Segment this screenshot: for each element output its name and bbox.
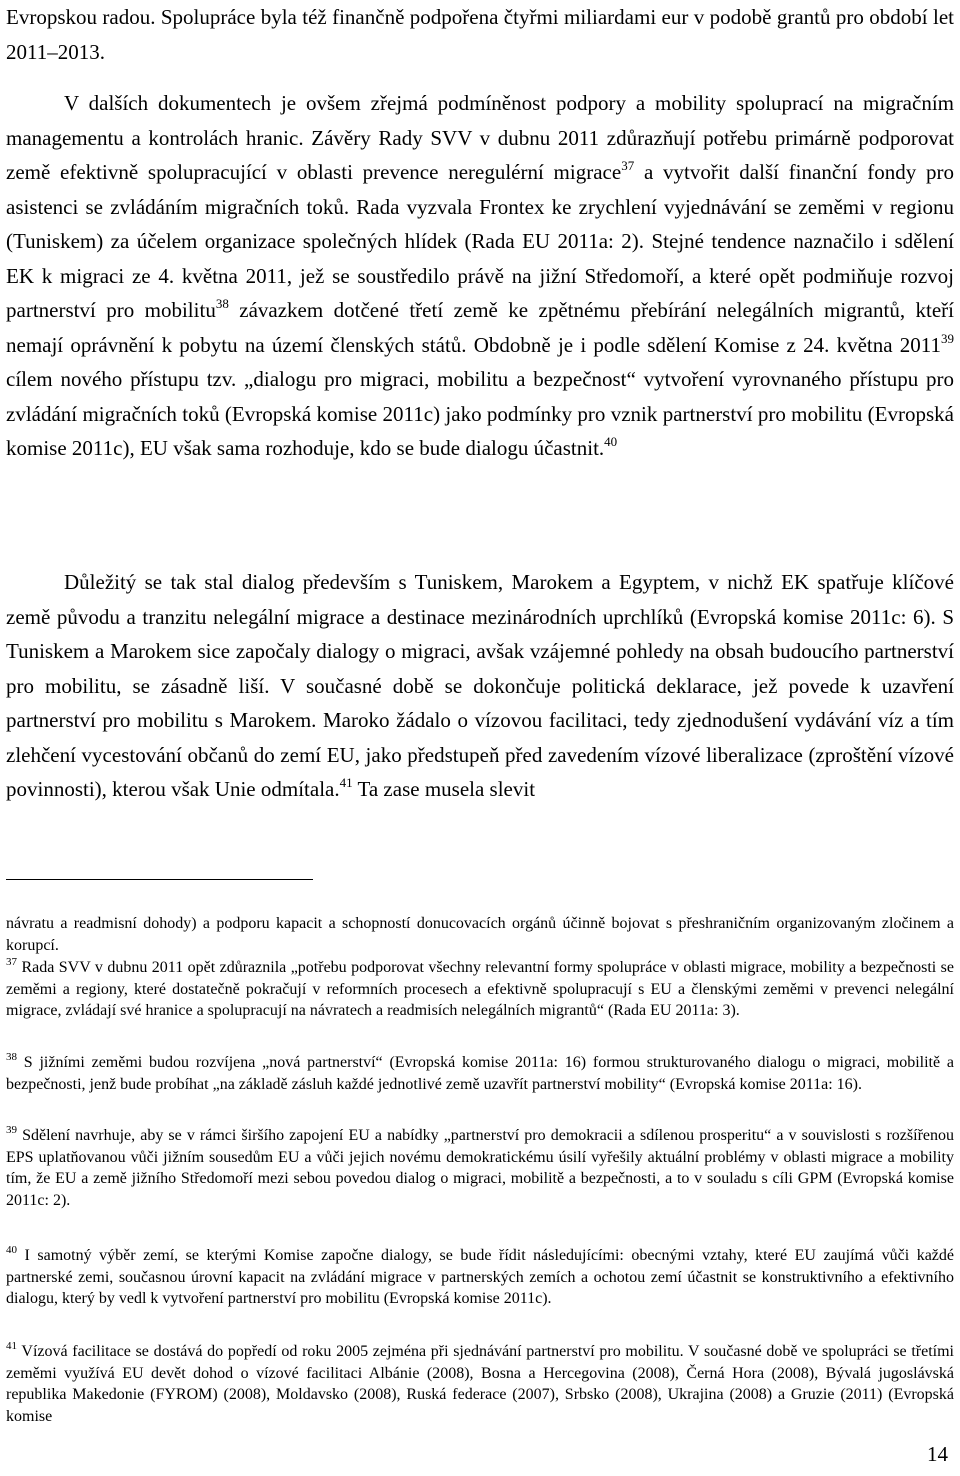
- footnote-text: Rada SVV v dubnu 2011 opět zdůraznila „potřebu podporovat všechny relevantní formy spolupráce v oblasti migrace, mobility a bezpečnosti se zeměmi a regiony, které dostatečně pokračují v reformních procesech a efektivně spolupracují s EU a členskými zeměmi v prevenci nelegální migrace, zvládají své hranice a spolupracují na návratech a readmisích nelegálních migrantů“ (Rada EU 2011a: 3).: [6, 959, 954, 1020]
- footnote-ref-38[interactable]: 38: [215, 296, 229, 311]
- footnote-37: [6, 957, 954, 1022]
- paragraph-intro-text: Evropskou radou. Spolupráce byla též finančně podpořena čtyřmi miliardami eur v podobě grantů pro období let 2011–2013.: [6, 5, 954, 64]
- paragraph-text: a vytvořit další finanční fondy pro asistenci se zvládáním migračních toků. Rada vyzvala Frontex ke zrychlení vyjednávání se zeměmi v regionu (Tuniskem) za účelem organizace společných hlídek (Rada EU 2011a: 2). Stejné tendence naznačilo i sdělení EK k migraci ze 4. května 2011, jež se soustředilo právě na jižní Středomoří, a které opět podmiňuje rozvoj partnerství pro mobilitu: [6, 160, 954, 322]
- footnote-continuation: [6, 913, 954, 956]
- footnote-number: 38: [6, 1051, 17, 1063]
- paragraph-text: Důležitý se tak stal dialog především s Tuniskem, Marokem a Egyptem, v nichž EK spatřuje klíčové země původu a tranzitu nelegální migrace a destinace mezinárodních uprchlíků (Evropská komise 2011c: 6). S Tuniskem a Marokem sice započaly dialogy o migraci, avšak vzájemné pohledy na obsah budoucího partnerství pro mobilitu, se zásadně liší. V současné době se dokončuje politická deklarace, jež povede k uzavření partnerství pro mobilitu s Marokem. Maroko žádalo o vízovou facilitaci, tedy zjednodušení vydávání víz a tím zlehčení vycestování občanů do zemí EU, jako předstupeň před zavedením vízové liberalizace (zproštění vízové povinnosti), kterou však Unie odmítala.: [6, 570, 954, 801]
- paragraph-text: V dalších dokumentech je ovšem zřejmá podmíněnost podpory a mobility spoluprací na migračním managementu a kontrolách hranic. Závěry Rady SVV v dubnu 2011 zdůrazňují potřebu primárně podporovat země efektivně spolupracující v oblasti prevence neregulérní migrace: [6, 91, 954, 184]
- footnote-text: Vízová facilitace se dostává do popředí od roku 2005 zejména při sjednávání partnerství pro mobilitu. V současné době ve spolupráci se třetími zeměmi využívá EU devět dohod o vízové facilitaci Albánie (2008), Bosna a Hercegovina (2008), Černá Hora (2008), Bývalá jugoslávská republika Makedonie (FYROM) (2008), Moldavsko (2008), Ruská federace (2007), Srbsko (2008), Ukrajina (2008) a Gruzie (2011) (Evropská komise: [6, 1343, 954, 1425]
- footnote-40: [6, 1245, 954, 1310]
- page-number: 14: [927, 1442, 948, 1466]
- footnote-number: 41: [6, 1340, 17, 1352]
- footnote-text: S jižními zeměmi budou rozvíjena „nová partnerství“ (Evropská komise 2011a: 16) formou strukturovaného dialogu o migraci, mobilitě a bezpečnosti, jenž bude probíhat „na základě zásluh každé jednotlivé země uzavřít partnerství mobility“ (Evropská komise 2011a: 16).: [6, 1054, 954, 1093]
- footnote-ref-37[interactable]: 37: [621, 158, 635, 173]
- footnote-ref-40[interactable]: 40: [604, 434, 618, 449]
- footnote-41: [6, 1341, 954, 1427]
- footnote-separator: [6, 879, 313, 880]
- footnote-text: I samotný výběr zemí, se kterými Komise započne dialogy, se bude řídit následujícími: obecnými vztahy, které EU zaujímá vůči každé partnerské zemi, současnou úrovní kapacit na zvládání migrace v partnerských zemích a ochotou zemí účastnit se konstruktivního a efektivního dialogu, který by vedl k vytvoření partnerství pro mobilitu (Evropská komise 2011c).: [6, 1247, 954, 1308]
- footnote-text: Sdělení navrhuje, aby se v rámci širšího zapojení EU a nabídky „partnerství pro demokracii a sdílenou prosperitu“ a v souvislosti s rozšířenou EPS uplatňovanou vůči jižním sousedům EU a vůči jejich novému demokratickému úsilí vyřešily aktuální problémy v oblasti migrace a mobility tím, že EU a země jižního Středomoří mezi sebou povedou dialog o migraci, mobilitě a bezpečnosti, a to v souladu s cíli GPM (Evropská komise 2011c: 2).: [6, 1127, 954, 1209]
- footnote-ref-41[interactable]: 41: [339, 775, 353, 790]
- paragraph-dialogue: [6, 565, 954, 807]
- paragraph-intro: [6, 0, 954, 69]
- footnote-number: 39: [6, 1124, 17, 1136]
- paragraph-text: závazkem dotčené třetí země ke zpětnému přebírání nelegálních migrantů, kteří nemají oprávnění k pobytu na území členských států. Obdobně je i podle sdělení Komise z 24. května 2011: [6, 298, 954, 357]
- paragraph-conditionality: [6, 86, 954, 466]
- footnote-number: 40: [6, 1244, 17, 1256]
- paragraph-text: cílem nového přístupu tzv. „dialogu pro migraci, mobilitu a bezpečnost“ vytvoření vyrovnaného přístupu pro zvládání migračních toků (Evropská komise 2011c) jako podmínky pro vznik partnerství pro mobilitu (Evropská komise 2011c), EU však sama rozhoduje, kdo se bude dialogu účastnit.: [6, 367, 954, 460]
- footnote-ref-39[interactable]: 39: [941, 330, 954, 346]
- paragraph-text: Ta zase musela slevit: [352, 777, 536, 801]
- footnote-39: [6, 1125, 954, 1211]
- footnote-38: [6, 1052, 954, 1095]
- footnote-number: 37: [6, 956, 17, 968]
- footnote-text: návratu a readmisní dohody) a podporu kapacit a schopností donucovacích orgánů účinně bojovat s přeshraničním organizovaným zločinem a korupcí.: [6, 915, 954, 954]
